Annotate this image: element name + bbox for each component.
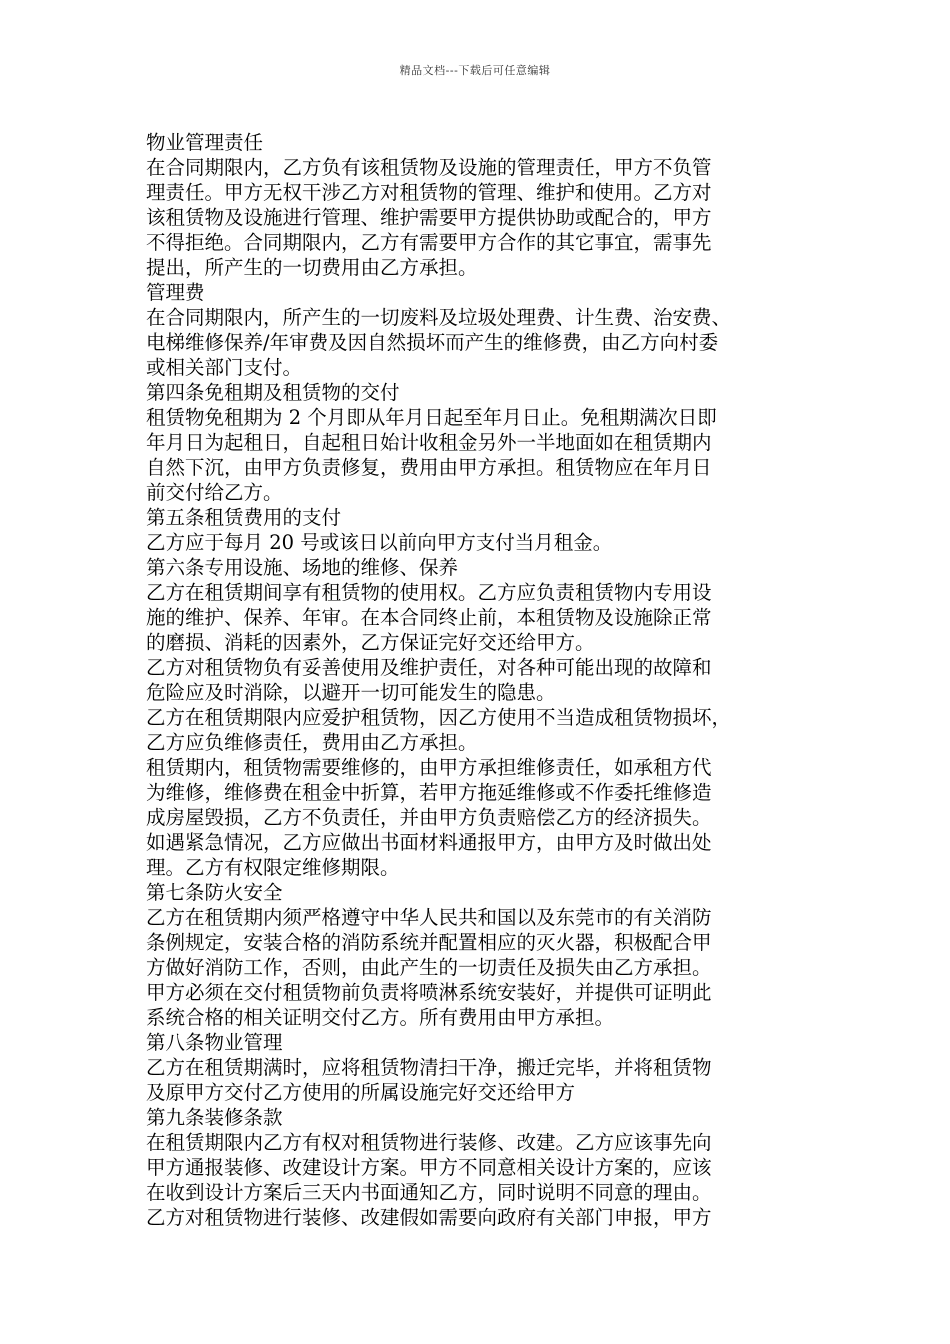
text-line: 在合同期限内，乙方负有该租赁物及设施的管理责任，甲方不负管 <box>146 156 712 179</box>
page-header: 精品文档---下载后可任意编辑 <box>399 64 551 77</box>
text-line: 租赁物免租期为 2 个月即从年月日起至年月日止。免租期满次日即 <box>146 406 717 429</box>
section-heading: 第七条防火安全 <box>146 881 283 904</box>
text-line: 方做好消防工作，否则，由此产生的一切责任及损失由乙方承担。 <box>146 956 712 979</box>
text-line: 危险应及时消除，以避开一切可能发生的隐患。 <box>146 681 556 704</box>
text-line: 乙方应负维修责任，费用由乙方承担。 <box>146 731 478 754</box>
text-line: 乙方对租赁物进行装修、改建假如需要向政府有关部门申报，甲方 <box>146 1206 712 1229</box>
text-line: 前交付给乙方。 <box>146 481 283 504</box>
section-heading: 第九条装修条款 <box>146 1106 283 1129</box>
text-line: 提出，所产生的一切费用由乙方承担。 <box>146 256 478 279</box>
text-line: 或相关部门支付。 <box>146 356 303 379</box>
text-line: 不得拒绝。合同期限内，乙方有需要甲方合作的其它事宜，需事先 <box>146 231 712 254</box>
text-line: 乙方应于每月 20 号或该日以前向甲方支付当月租金。 <box>146 531 613 554</box>
text-line: 乙方在租赁期限内应爱护租赁物，因乙方使用不当造成租赁物损坏， <box>146 706 732 729</box>
text-line: 乙方对租赁物负有妥善使用及维护责任，对各种可能出现的故障和 <box>146 656 712 679</box>
section-heading: 第四条免租期及租赁物的交付 <box>146 381 400 404</box>
text-line: 条例规定，安装合格的消防系统并配置相应的灭火器，积极配合甲 <box>146 931 712 954</box>
text-line: 的磨损、消耗的因素外，乙方保证完好交还给甲方。 <box>146 631 595 654</box>
text-line: 理。乙方有权限定维修期限。 <box>146 856 400 879</box>
text-line: 甲方必须在交付租赁物前负责将喷淋系统安装好，并提供可证明此 <box>146 981 712 1004</box>
text-line: 年月日为起租日，自起租日始计收租金另外一半地面如在租赁期内 <box>146 431 712 454</box>
section-heading: 第五条租赁费用的支付 <box>146 506 342 529</box>
text-line: 如遇紧急情况，乙方应做出书面材料通报甲方，由甲方及时做出处 <box>146 831 712 854</box>
text-line: 乙方在租赁期间享有租赁物的使用权。乙方应负责租赁物内专用设 <box>146 581 712 604</box>
text-line: 乙方在租赁期内须严格遵守中华人民共和国以及东莞市的有关消防 <box>146 906 712 929</box>
text-line: 为维修，维修费在租金中折算，若甲方拖延维修或不作委托维修造 <box>146 781 712 804</box>
text-line: 及原甲方交付乙方使用的所属设施完好交还给甲方 <box>146 1081 576 1104</box>
text-line: 系统合格的相关证明交付乙方。所有费用由甲方承担。 <box>146 1006 615 1029</box>
text-line: 理责任。甲方无权干涉乙方对租赁物的管理、维护和使用。乙方对 <box>146 181 712 204</box>
text-line: 自然下沉，由甲方负责修复，费用由甲方承担。租赁物应在年月日 <box>146 456 712 479</box>
text-line: 乙方在租赁期满时，应将租赁物清扫干净，搬迁完毕，并将租赁物 <box>146 1056 712 1079</box>
section-heading: 管理费 <box>146 281 205 304</box>
text-line: 在合同期限内，所产生的一切废料及垃圾处理费、计生费、治安费、 <box>146 306 732 329</box>
text-line: 甲方通报装修、改建设计方案。甲方不同意相关设计方案的，应该 <box>146 1156 712 1179</box>
text-line: 该租赁物及设施进行管理、维护需要甲方提供协助或配合的，甲方 <box>146 206 712 229</box>
document-body <box>146 130 812 1230</box>
text-line: 租赁期内，租赁物需要维修的，由甲方承担维修责任，如承租方代 <box>146 756 712 779</box>
section-heading: 第六条专用设施、场地的维修、保养 <box>146 556 459 579</box>
text-line: 施的维护、保养、年审。在本合同终止前，本租赁物及设施除正常 <box>146 606 712 629</box>
text-line: 电梯维修保养/年审费及因自然损坏而产生的维修费，由乙方向村委 <box>146 331 719 354</box>
text-line: 在收到设计方案后三天内书面通知乙方，同时说明不同意的理由。 <box>146 1181 712 1204</box>
text-line: 在租赁期限内乙方有权对租赁物进行装修、改建。乙方应该事先向 <box>146 1131 712 1154</box>
section-heading: 第八条物业管理 <box>146 1031 283 1054</box>
text-line: 成房屋毁损，乙方不负责任，并由甲方负责赔偿乙方的经济损失。 <box>146 806 712 829</box>
section-heading: 物业管理责任 <box>146 131 264 154</box>
